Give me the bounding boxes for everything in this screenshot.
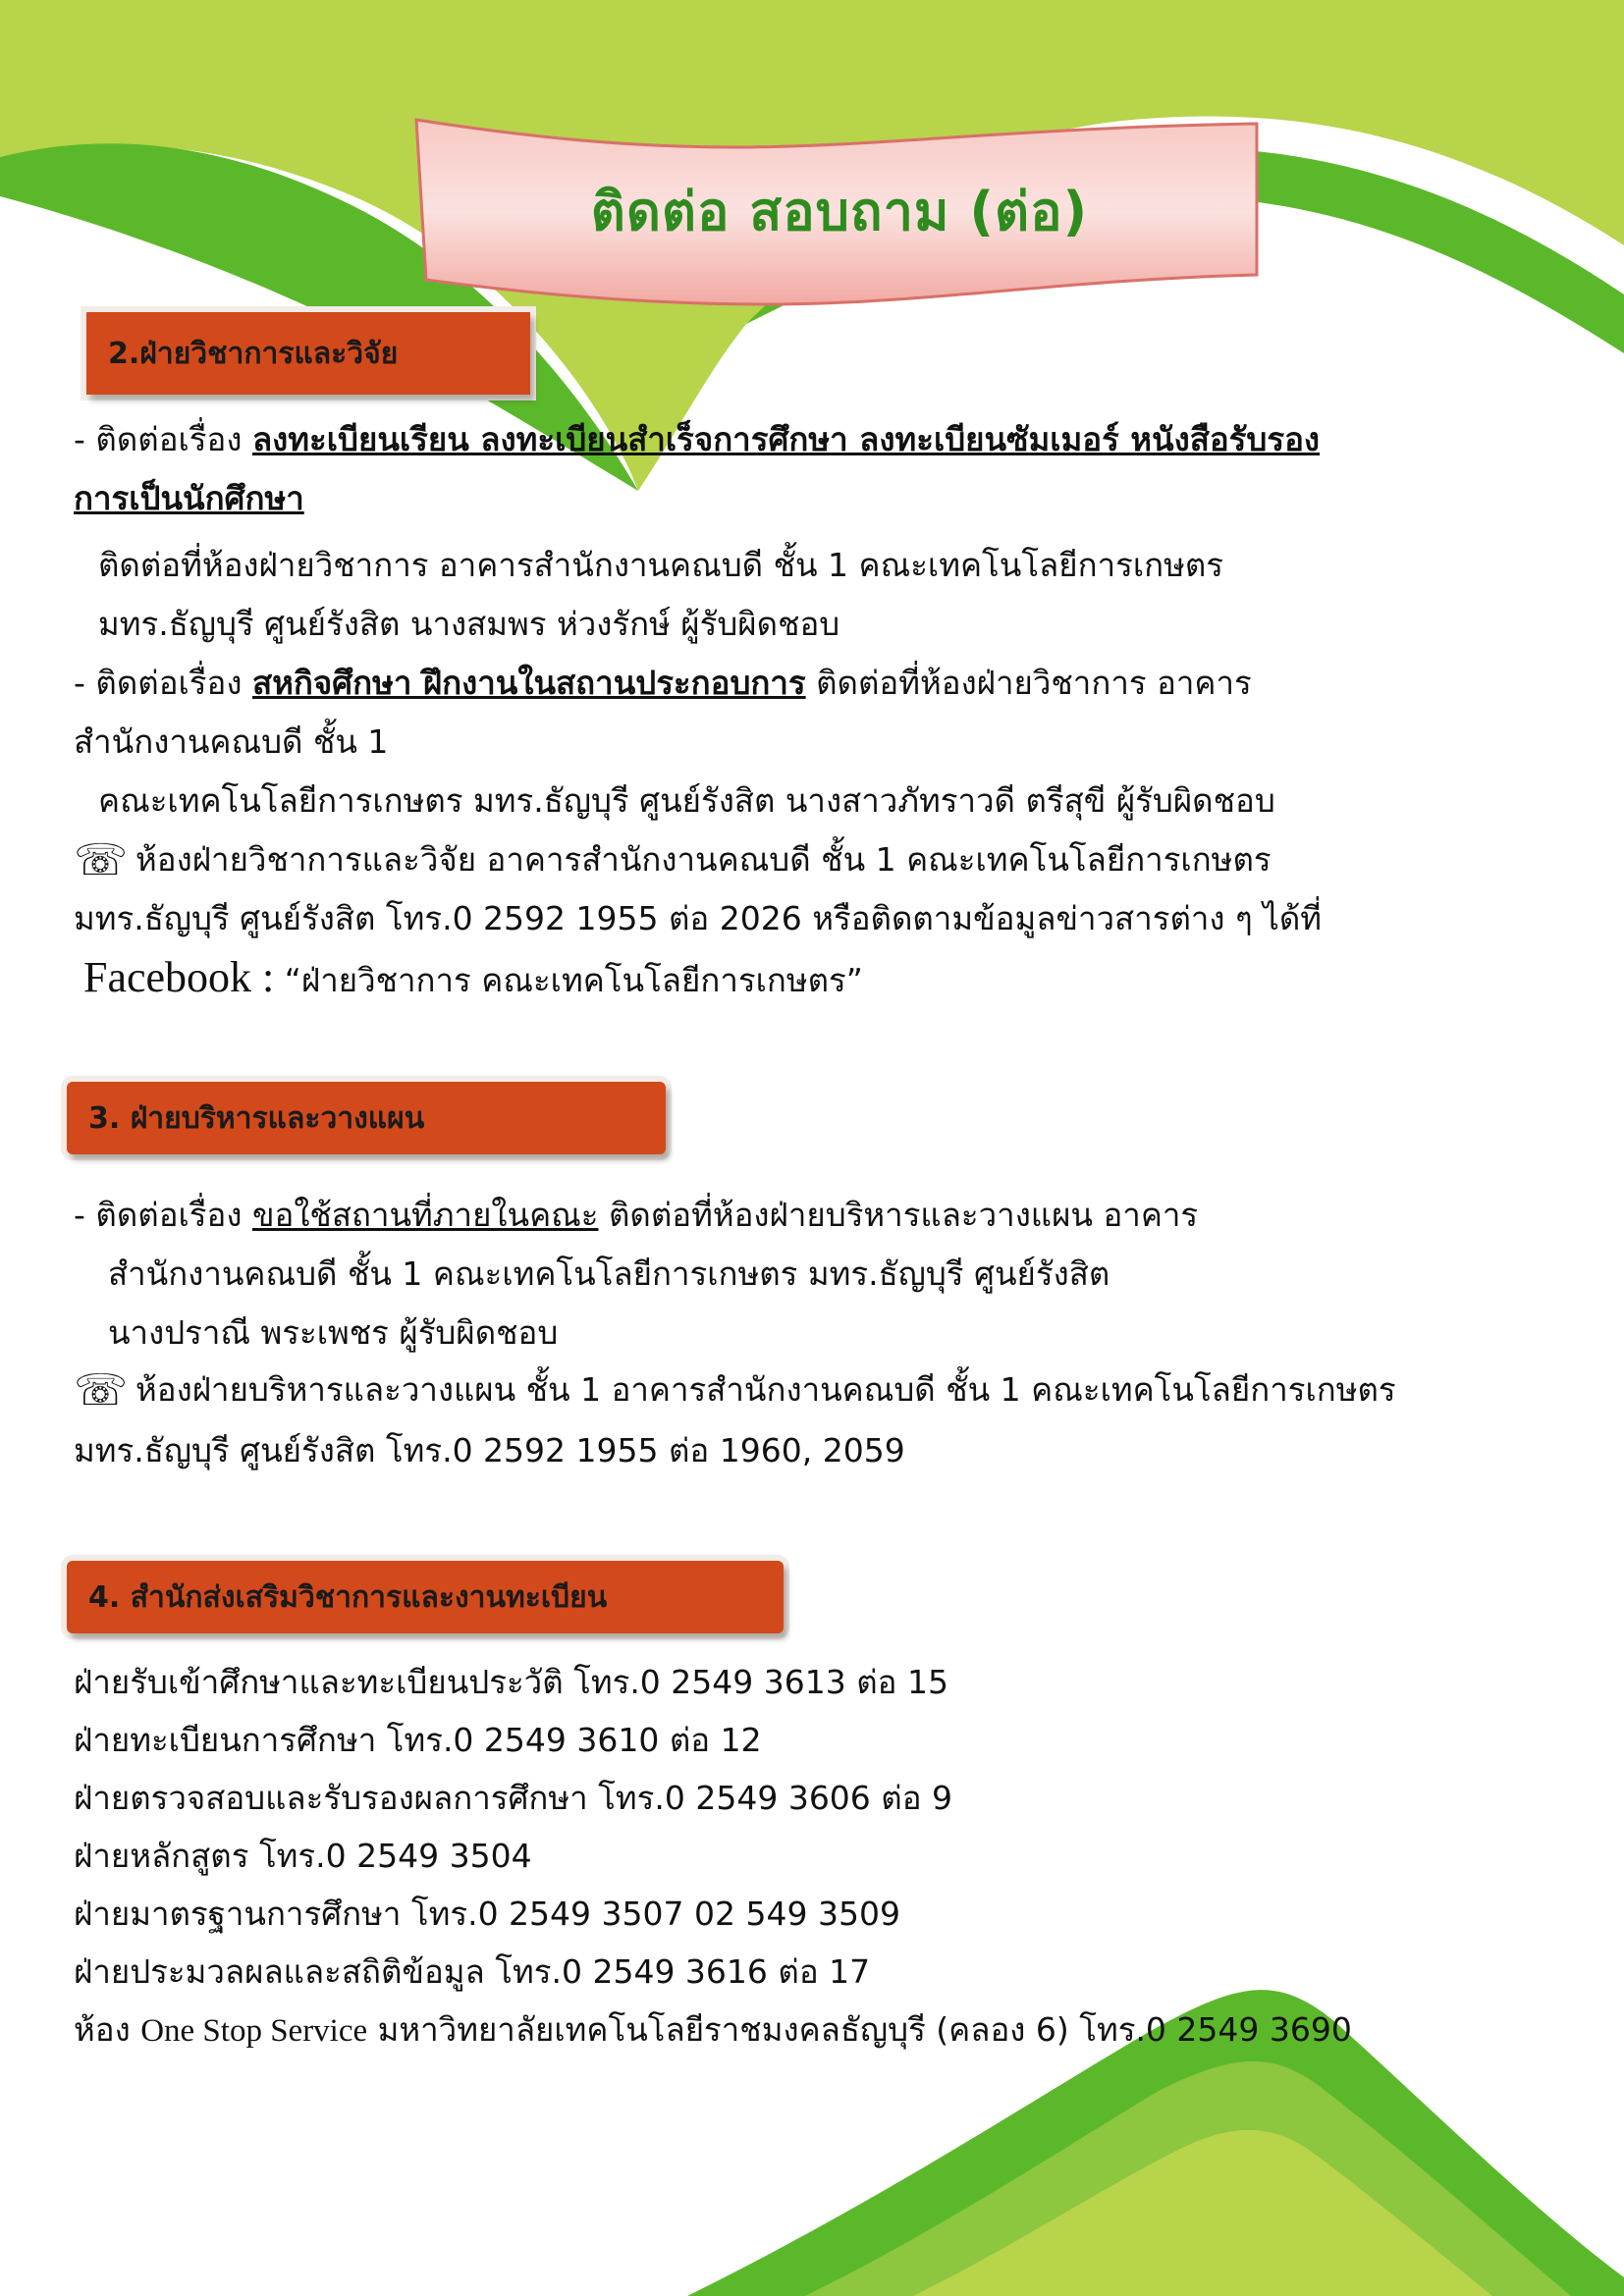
registrar-item: ฝ่ายรับเข้าศึกษาและทะเบียนประวัติ โทร.0 2549 3613 ต่อ 15	[74, 1663, 948, 1701]
registrar-item: ฝ่ายประมวลผลและสถิติข้อมูล โทร.0 2549 3616 ต่อ 17	[74, 1952, 871, 1991]
sec2-line-1: - ติดต่อเรื่อง ลงทะเบียนเรียน ลงทะเบียนสำเร็จการศึกษา ลงทะเบียนซัมเมอร์ หนังสือรับรอง	[74, 420, 1321, 458]
registrar-item: ฝ่ายหลักสูตร โทร.0 2549 3504	[74, 1837, 532, 1875]
sec3-line-1: - ติดต่อเรื่อง ขอใช้สถานที่ภายในคณะ ติดต่อที่ห้องฝ่ายบริหารและวางแผน อาคาร	[74, 1196, 1199, 1234]
registrar-item-one-stop: ห้อง One Stop Service มหาวิทยาลัยเทคโนโลยีราชมงคลธัญบุรี (คลอง 6) โทร.0 2549 3690	[74, 2010, 1352, 2049]
registrar-item: ฝ่ายทะเบียนการศึกษา โทร.0 2549 3610 ต่อ 12	[74, 1721, 762, 1759]
telephone-icon: ☏	[74, 835, 129, 885]
sec2-line-3: ติดต่อที่ห้องฝ่ายวิชาการ อาคารสำนักงานคณบดี ชั้น 1 คณะเทคโนโลยีการเกษตร	[98, 546, 1224, 584]
page-title: ติดต่อ สอบถาม (ต่อ)	[590, 181, 1089, 242]
sec3-line-5: มทร.ธัญบุรี ศูนย์รังสิต โทร.0 2592 1955 ต่อ 1960, 2059	[74, 1431, 905, 1469]
sec2-line-2: การเป็นนักศึกษา	[74, 479, 304, 517]
registrar-item: ฝ่ายตรวจสอบและรับรองผลการศึกษา โทร.0 2549 3606 ต่อ 9	[74, 1779, 953, 1817]
registrar-item: ฝ่ายมาตรฐานการศึกษา โทร.0 2549 3507 02 549 3509	[74, 1895, 900, 1933]
sec2-line-7: คณะเทคโนโลยีการเกษตร มทร.ธัญบุรี ศูนย์รังสิต นางสาวภัทราวดี ตรีสุขี ผู้รับผิดชอบ	[98, 781, 1275, 820]
sec2-line-6: สำนักงานคณบดี ชั้น 1	[74, 722, 389, 761]
sec3-line-2: สำนักงานคณบดี ชั้น 1 คณะเทคโนโลยีการเกษตร มทร.ธัญบุรี ศูนย์รังสิต	[108, 1255, 1110, 1293]
section-label-admin: 3. ฝ่ายบริหารและวางแผน	[67, 1082, 666, 1154]
section-label-registrar: 4. สำนักส่งเสริมวิชาการและงานทะเบียน	[67, 1561, 784, 1633]
sec2-line-4: มทร.ธัญบุรี ศูนย์รังสิต นางสมพร ห่วงรักษ์ ผู้รับผิดชอบ	[98, 605, 840, 643]
sec2-line-5: - ติดต่อเรื่อง สหกิจศึกษา ฝึกงานในสถานประกอบการ ติดต่อที่ห้องฝ่ายวิชาการ อาคาร	[74, 664, 1252, 702]
sec2-line-10: Facebook : “ฝ่ายวิชาการ คณะเทคโนโลยีการเกษตร”	[83, 953, 863, 1001]
section-label-academic: 2.ฝ่ายวิชาการและวิจัย	[86, 312, 530, 395]
title-banner	[412, 108, 1267, 324]
sec3-line-3: นางปราณี พระเพชร ผู้รับผิดชอบ	[108, 1313, 559, 1352]
sec2-line-9: มทร.ธัญบุรี ศูนย์รังสิต โทร.0 2592 1955 ต่อ 2026 หรือติดตามข้อมูลข่าวสารต่าง ๆ ได้ที่	[74, 899, 1323, 937]
telephone-icon: ☏	[74, 1365, 129, 1415]
sec3-line-4: ☏ ห้องฝ่ายบริหารและวางแผน ชั้น 1 อาคารสำนักงานคณบดี ชั้น 1 คณะเทคโนโลยีการเกษตร	[74, 1365, 1396, 1415]
sec2-line-8: ☏ ห้องฝ่ายวิชาการและวิจัย อาคารสำนักงานคณบดี ชั้น 1 คณะเทคโนโลยีการเกษตร	[74, 835, 1272, 885]
